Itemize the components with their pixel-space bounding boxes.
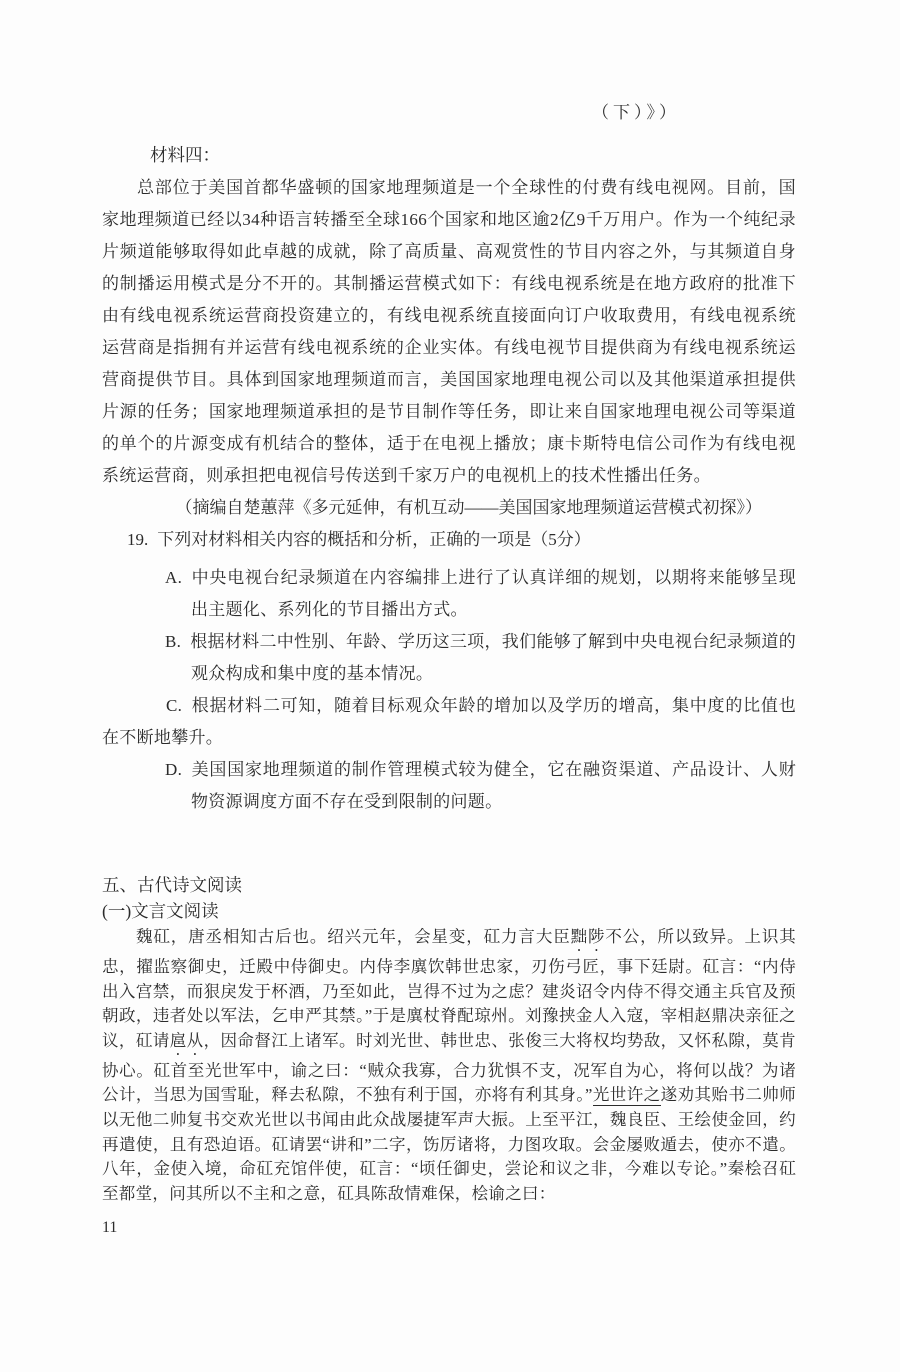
question-19-stem-text: 下列对材料相关内容的概括和分析，正确的一项是（5分）	[157, 530, 591, 549]
question-19-number: 19.	[127, 530, 149, 549]
option-c-text: 根据材料二可知，随着目标观众年龄的增加以及学历的增高，集中度的比值也在不断地攀升。	[102, 696, 796, 747]
material-four-citation: （摘编自楚蕙萍《多元延伸，有机互动——美国国家地理频道运营模式初探》）	[175, 498, 762, 517]
exam-page	[0, 100, 900, 1240]
section-five-heading: 五、古代诗文阅读	[102, 875, 242, 895]
header-fragment: （下）》）	[592, 103, 680, 122]
passage-text: 魏矼，唐丞相知古后也。绍兴元年，会星变，矼力言大臣	[136, 927, 571, 946]
option-a	[102, 562, 796, 626]
option-d-text: 美国国家地理频道的制作管理模式较为健全，它在融资渠道、产品设计、人财物资源调度方面不存在受到限制的问题。	[191, 760, 796, 811]
emphasis-dots-text: 黜陟	[570, 927, 606, 946]
classical-passage	[102, 925, 796, 1206]
passage-text: ，因命督江上诸军。时刘光世、韩世忠、张俊三大将权均势敌，又怀私隙，莫肯协心。矼首至光世军中，谕之曰：“贼众我寡，合力犹惧不支，况军自为心，将何以战？为诸公计，当思为国雪耻，释去私隙，不独有利于国，亦将有利其身。”	[102, 1030, 796, 1105]
option-a-text: 中央电视台纪录频道在内容编排上进行了认真详细的规划，以期将来能够呈现出主题化、系列化的节目播出方式。	[191, 568, 796, 619]
option-c-label: C.	[166, 696, 183, 715]
page-number: 11	[102, 1219, 118, 1237]
underlined-text: 光世许之	[592, 1085, 661, 1105]
passage-text: 遂劝其贻书二帅师以无他二帅复书交欢光世以书闻由此众战屡捷军声大振。上至平江，魏良臣、王绘使金回，约再遣使，且有恐迫语。矼请罢“讲和”二字，饬厉诸将，力图攻取。会金屡败遁去，使亦不遣。八年，金使入境，命矼充馆伴使，矼言：“顷任御史，尝论和议之非，今难以专论。”秦桧召矼至都堂，问其所以不主和之意，矼具陈敌情难保，桧谕之曰：	[102, 1085, 797, 1203]
question-19-stem	[102, 524, 796, 556]
section-five-subheading: (一)文言文阅读	[102, 901, 219, 921]
passage-text: 不公，所以致异。上识其忠，擢监察御史，迁殿中侍御史。内侍李廙饮韩世忠家，刃伤弓匠，事下廷尉。矼言：“内侍出入宫禁，而狠戾发于杯酒，乃至如此，岂得不过为之虑？建炎诏令内侍不得交通主兵官及预朝政，违者处以军法，乞申严其禁。”于是廙杖脊配琼州。刘豫挟金人入寇，宰相赵鼎决亲征之议，矼请	[102, 927, 797, 1050]
option-d	[102, 754, 796, 818]
emphasis-dots-text: 扈从	[169, 1030, 204, 1050]
option-d-label: D.	[165, 760, 183, 779]
material-four-paragraph: 总部位于美国首都华盛顿的国家地理频道是一个全球性的付费有线电视网。目前，国家地理频道已经以34种语言转播至全球166个国家和地区逾2亿9千万用户。作为一个纯纪录片频道能够取得如此卓越的成就，除了高质量、高观赏性的节目内容之外，与其频道自身的制播运用模式是分不开的。其制播运营模式如下：有线电视系统是在地方政府的批准下由有线电视系统运营商投资建立的，有线电视系统直接面向订户收取费用，有线电视系统运营商是指拥有并运营有线电视系统的企业实体。有线电视节目提供商为有线电视系统运营商提供节目。具体到国家地理频道而言，美国国家地理电视公司以及其他渠道承担提供片源的任务；国家地理频道承担的是节目制作等任务，即让来自国家地理电视公司等渠道的单个的片源变成有机结合的整体，适于在电视上播放；康卡斯特电信公司作为有线电视系统运营商，则承担把电视信号传送到千家万户的电视机上的技术性播出任务。	[102, 178, 796, 485]
material-four-label: 材料四：	[150, 145, 220, 165]
option-a-label: A.	[165, 568, 183, 587]
option-b	[102, 626, 796, 690]
question-19-options	[102, 562, 796, 818]
option-c	[102, 690, 796, 754]
option-b-text: 根据材料二中性别、年龄、学历这三项，我们能够了解到中央电视台纪录频道的观众构成和集中度的基本情况。	[190, 632, 796, 683]
option-b-label: B.	[165, 632, 182, 651]
